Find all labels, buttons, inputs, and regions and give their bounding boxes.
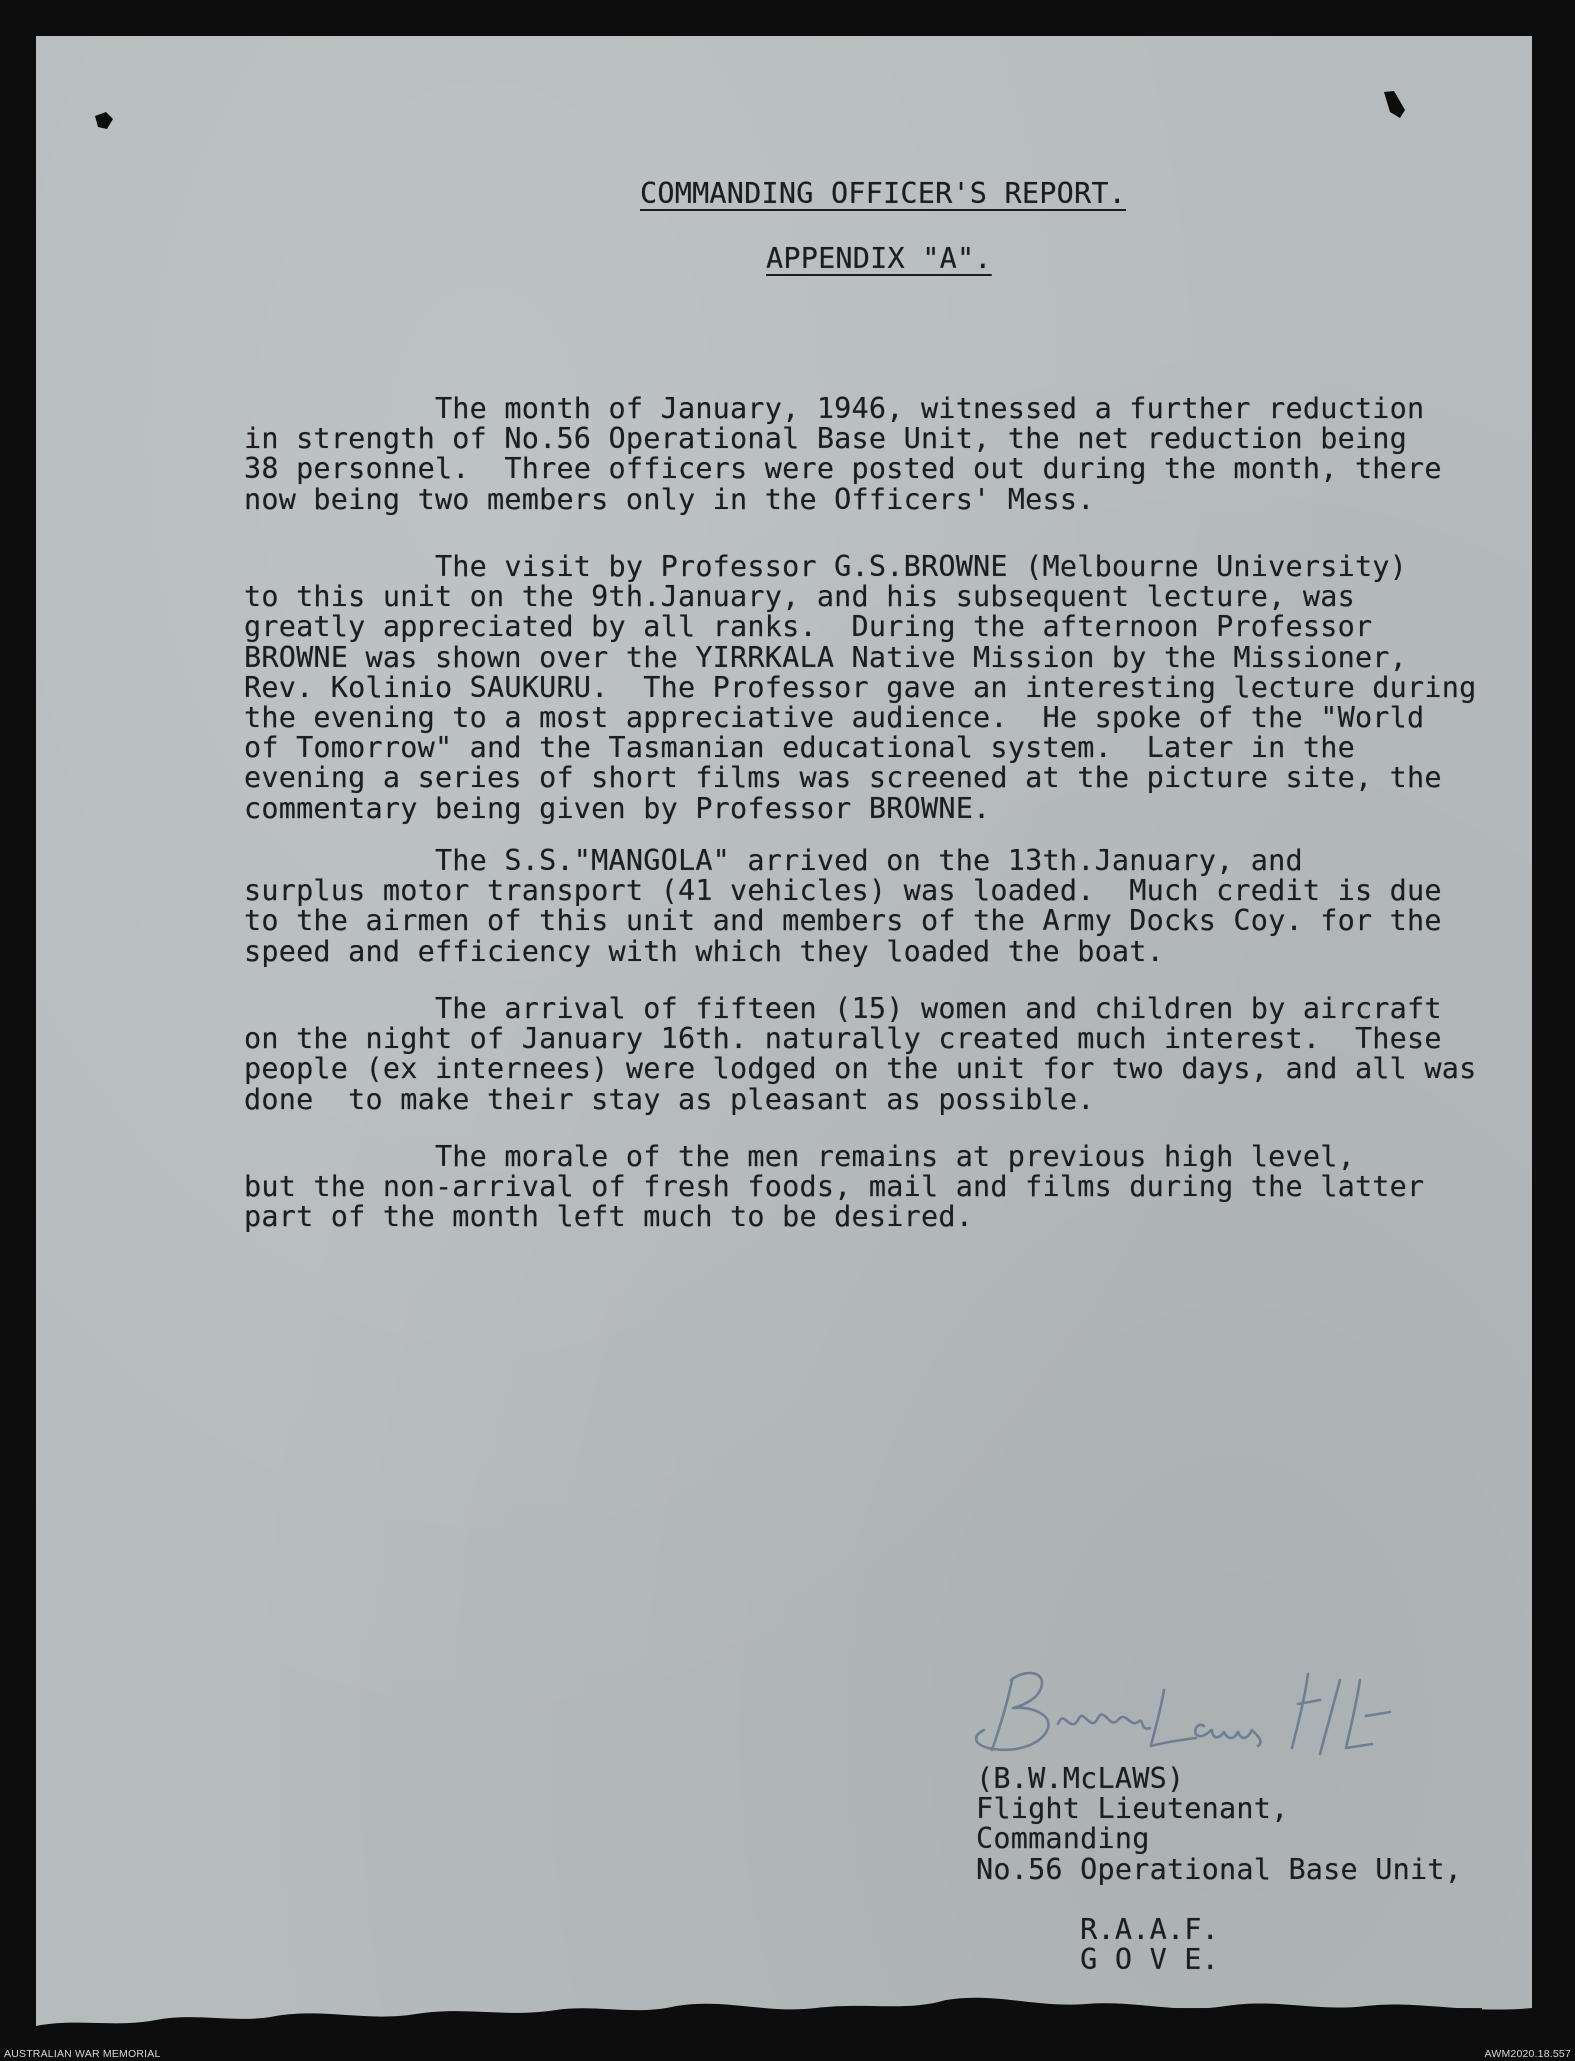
signatory-role: Commanding <box>976 1822 1150 1856</box>
paragraph-women-children-arrival: The arrival of fifteen (15) women and children by aircraft on the night of January 16th. naturally created much interest. These people (ex internees) were lodged on the unit for two days, and all was done to make their stay as pleasant as possible. <box>244 992 1477 1116</box>
signatory-rank: Flight Lieutenant, <box>976 1792 1289 1826</box>
handwritten-signature <box>968 1658 1398 1768</box>
paragraph-professor-visit: The visit by Professor G.S.BROWNE (Melbourne University) to this unit on the 9th.January, and his subsequent lecture, was greatly appreciated by all ranks. During the afternoon Professor BROWNE was shown over the YIRRKALA Native Mission by the Missioner, Rev. Kolinio SAUKURU. The Professor gave an interesting lecture during the evening to a most appreciative audience. He spoke of the "World of Tomorrow" and the Tasmanian educational system. Later in the evening a series of short films was screened at the picture site, the commentary being given by Professor BROWNE. <box>244 550 1477 825</box>
footer-credit: AUSTRALIAN WAR MEMORIAL <box>4 2048 161 2060</box>
appendix-heading: APPENDIX "A". <box>766 242 992 275</box>
report-title: COMMANDING OFFICER'S REPORT. <box>640 177 1127 210</box>
signature-block <box>976 1764 1482 2010</box>
punch-hole-right-icon <box>1380 88 1410 122</box>
punch-hole-left-icon <box>92 110 116 132</box>
location-name: G O V E. <box>1080 1943 1220 1977</box>
footer-accession-number: AWM2020.18.557 <box>1484 2048 1571 2060</box>
torn-paper-edge <box>36 1988 1532 2038</box>
signatory-name: (B.W.McLAWS) <box>976 1762 1185 1795</box>
signatory-unit: No.56 Operational Base Unit, <box>976 1852 1463 1886</box>
document-page <box>36 36 1532 2035</box>
service-name: R.A.A.F. <box>1080 1913 1220 1947</box>
paragraph-morale: The morale of the men remains at previous high level, but the non-arrival of fresh foods, mail and films during the latter part of the month left much to be desired. <box>244 1140 1425 1234</box>
paragraph-mangola-arrival: The S.S."MANGOLA" arrived on the 13th.January, and surplus motor transport (41 vehicles) was loaded. Much credit is due to the airmen of this unit and members of the Army Docks Coy. for the speed and efficiency with which they loaded the boat. <box>244 844 1442 968</box>
paragraph-strength-reduction: The month of January, 1946, witnessed a further reduction in strength of No.56 Operational Base Unit, the net reduction being 38 personnel. Three officers were posted out during the month, there now being two members only in the Officers' Mess. <box>244 392 1442 516</box>
